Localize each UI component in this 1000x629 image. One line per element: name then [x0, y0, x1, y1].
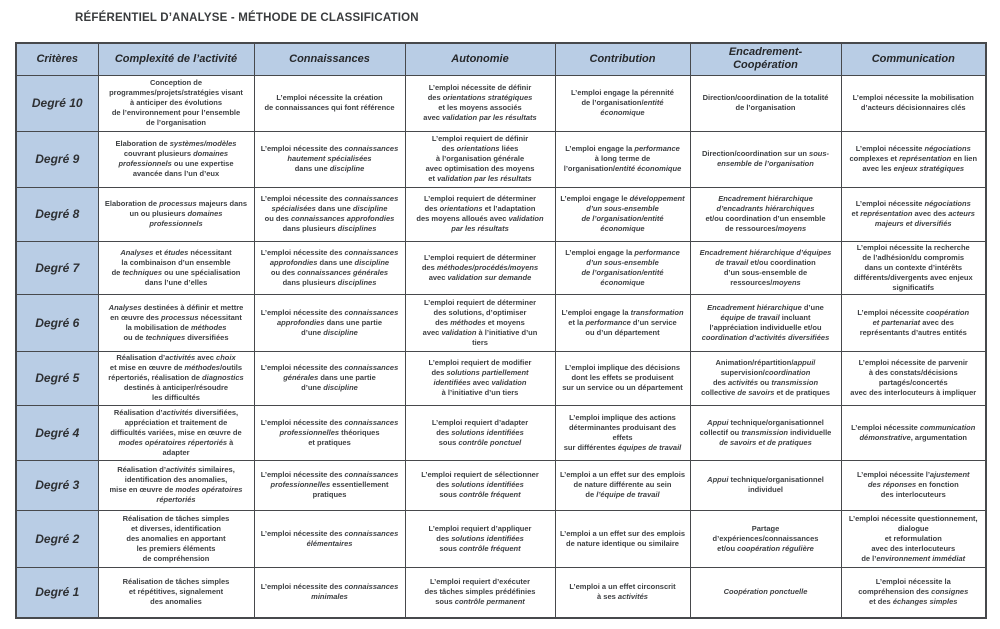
cell-encadrement-cooperation: Encadrement hiérarchique d’encadrants hiérarchiques et/ou coordination d’un ensemble de ressources/moyens	[690, 187, 841, 241]
col-header-autonomie: Autonomie	[405, 43, 555, 75]
cell-communication: L’emploi nécessite négociations et représentation avec des acteurs majeurs et diversifiés	[841, 187, 986, 241]
col-header-criteres: Critères	[16, 43, 98, 75]
cell-complexite: Réalisation de tâches simples et diverses, identification des anomalies en apportant les premiers éléments de compréhension	[98, 510, 254, 567]
table-row	[16, 460, 986, 510]
cell-contribution: L’emploi engage la performance à long terme de l’organisation/entité économique	[555, 131, 690, 187]
cell-encadrement-cooperation: Encadrement hiérarchique d’une équipe de travail incluant l’appréciation individuelle et/ou coordination d’activités diversifiées	[690, 294, 841, 351]
table-row	[16, 187, 986, 241]
cell-communication: L’emploi nécessite la recherche de l’adhésion/du compromis dans un contexte d’intérêts différents/divergents avec enjeux significatifs	[841, 241, 986, 294]
cell-autonomie: L’emploi requiert d’exécuter des tâches simples prédéfinies sous contrôle permanent	[405, 567, 555, 618]
cell-encadrement-cooperation: Partage d’expériences/connaissances et/ou coopération régulière	[690, 510, 841, 567]
cell-connaissances: L’emploi nécessite des connaissances hautement spécialisées dans une discipline	[254, 131, 405, 187]
cell-autonomie: L’emploi requiert de déterminer des solutions, d’optimiser des méthodes et moyens avec validation à l’initiative d’un tiers	[405, 294, 555, 351]
cell-complexite: Réalisation d’activités similaires, identification des anomalies, mise en œuvre de modes opératoires répertoriés	[98, 460, 254, 510]
col-header-communication: Communication	[841, 43, 986, 75]
table-row	[16, 131, 986, 187]
cell-encadrement-cooperation: Coopération ponctuelle	[690, 567, 841, 618]
degree-label: Degré 6	[16, 294, 98, 351]
cell-connaissances: L’emploi nécessite des connaissances élémentaires	[254, 510, 405, 567]
cell-contribution: L’emploi engage la transformation et la performance d’un service ou d’un département	[555, 294, 690, 351]
cell-contribution: L’emploi engage le développement d’un sous-ensemble de l’organisation/entité économique	[555, 187, 690, 241]
cell-complexite: Analyses et études nécessitant la combinaison d’un ensemble de techniques ou une spécialisation dans l’une d’elles	[98, 241, 254, 294]
cell-communication: L’emploi nécessite de parvenir à des constats/décisions partagés/concertés avec des interlocuteurs à impliquer	[841, 351, 986, 405]
cell-contribution: L’emploi engage la pérennité de l’organisation/entité économique	[555, 75, 690, 131]
cell-communication: L’emploi nécessite l’ajustement des réponses en fonction des interlocuteurs	[841, 460, 986, 510]
cell-encadrement-cooperation: Encadrement hiérarchique d’équipes de travail et/ou coordination d’un sous-ensemble de ressources/moyens	[690, 241, 841, 294]
cell-complexite: Analyses destinées à définir et mettre en œuvre des processus nécessitant la mobilisation de méthodes ou de techniques diversifiées	[98, 294, 254, 351]
degree-label: Degré 8	[16, 187, 98, 241]
cell-encadrement-cooperation: Animation/répartition/appui/ supervision/coordination des activités ou transmission collective de savoirs et de pratiques	[690, 351, 841, 405]
cell-autonomie: L’emploi requiert de définir des orientations liées à l’organisation générale avec optimisation des moyens et validation par les résultats	[405, 131, 555, 187]
cell-complexite: Réalisation d’activités diversifiées, appréciation et traitement de difficultés variées, mise en œuvre de modes opératoires répertoriés à adapter	[98, 405, 254, 460]
col-header-complexite: Complexité de l’activité	[98, 43, 254, 75]
cell-complexite: Elaboration de processus majeurs dans un ou plusieurs domaines professionnels	[98, 187, 254, 241]
cell-contribution: L’emploi implique des actions déterminantes produisant des effets sur différentes équipes de travail	[555, 405, 690, 460]
cell-autonomie: L’emploi requiert d’adapter des solutions identifiées sous contrôle ponctuel	[405, 405, 555, 460]
cell-autonomie: L’emploi requiert d’appliquer des solutions identifiées sous contrôle fréquent	[405, 510, 555, 567]
col-header-connaissances: Connaissances	[254, 43, 405, 75]
table-row	[16, 405, 986, 460]
table-row	[16, 567, 986, 618]
degree-label: Degré 1	[16, 567, 98, 618]
cell-complexite: Conception de programmes/projets/stratégies visant à anticiper des évolutions de l’environnement pour l’ensemble de l’organisation	[98, 75, 254, 131]
cell-communication: L’emploi nécessite négociations complexes et représentation en lien avec les enjeux stratégiques	[841, 131, 986, 187]
degree-label: Degré 3	[16, 460, 98, 510]
cell-complexite: Elaboration de systèmes/modèles couvrant plusieurs domaines professionnels ou une expertise avancée dans l’un d’eux	[98, 131, 254, 187]
cell-autonomie: L’emploi requiert de déterminer des orientations et l’adaptation des moyens alloués avec validation par les résultats	[405, 187, 555, 241]
degree-label: Degré 7	[16, 241, 98, 294]
cell-autonomie: L’emploi nécessite de définir des orientations stratégiques et les moyens associés avec validation par les résultats	[405, 75, 555, 131]
cell-connaissances: L’emploi nécessite des connaissances spécialisées dans une discipline ou des connaissances approfondies dans plusieurs disciplines	[254, 187, 405, 241]
cell-autonomie: L’emploi requiert de sélectionner des solutions identifiées sous contrôle fréquent	[405, 460, 555, 510]
classification-table	[15, 42, 987, 619]
table-row	[16, 510, 986, 567]
cell-encadrement-cooperation: Appui technique/organisationnel individuel	[690, 460, 841, 510]
degree-label: Degré 5	[16, 351, 98, 405]
table-row	[16, 75, 986, 131]
degree-label: Degré 10	[16, 75, 98, 131]
table-row	[16, 294, 986, 351]
cell-communication: L’emploi nécessite communication démonstrative, argumentation	[841, 405, 986, 460]
table-row	[16, 351, 986, 405]
col-header-contribution: Contribution	[555, 43, 690, 75]
page-title: RÉFÉRENTIEL D’ANALYSE - MÉTHODE DE CLASSIFICATION	[75, 12, 419, 24]
cell-encadrement-cooperation: Direction/coordination sur un sous- ensemble de l’organisation	[690, 131, 841, 187]
cell-complexite: Réalisation de tâches simples et répétitives, signalement des anomalies	[98, 567, 254, 618]
cell-autonomie: L’emploi requiert de modifier des solutions partiellement identifiées avec validation à l’initiative d’un tiers	[405, 351, 555, 405]
cell-connaissances: L’emploi nécessite des connaissances minimales	[254, 567, 405, 618]
cell-contribution: L’emploi a un effet sur des emplois de nature différente au sein de l’équipe de travail	[555, 460, 690, 510]
cell-communication: L’emploi nécessite la compréhension des consignes et des échanges simples	[841, 567, 986, 618]
cell-connaissances: L’emploi nécessite la création de connaissances qui font référence	[254, 75, 405, 131]
cell-contribution: L’emploi implique des décisions dont les effets se produisent sur un service ou un département	[555, 351, 690, 405]
degree-label: Degré 9	[16, 131, 98, 187]
cell-communication: L’emploi nécessite coopération et partenariat avec des représentants d’autres entités	[841, 294, 986, 351]
degree-label: Degré 4	[16, 405, 98, 460]
cell-contribution: L’emploi a un effet circonscrit à ses activités	[555, 567, 690, 618]
cell-connaissances: L’emploi nécessite des connaissances approfondies dans une discipline ou des connaissances générales dans plusieurs disciplines	[254, 241, 405, 294]
cell-contribution: L’emploi engage la performance d’un sous-ensemble de l’organisation/entité économique	[555, 241, 690, 294]
cell-contribution: L’emploi a un effet sur des emplois de nature identique ou similaire	[555, 510, 690, 567]
cell-connaissances: L’emploi nécessite des connaissances approfondies dans une partie d’une discipline	[254, 294, 405, 351]
cell-encadrement-cooperation: Appui technique/organisationnel collectif ou transmission individuelle de savoirs et de pratiques	[690, 405, 841, 460]
degree-label: Degré 2	[16, 510, 98, 567]
cell-communication: L’emploi nécessite questionnement, dialogue et reformulation avec des interlocuteurs de l’environnement immédiat	[841, 510, 986, 567]
cell-complexite: Réalisation d’activités avec choix et mise en œuvre de méthodes/outils répertoriés, réalisation de diagnostics destinés à anticiper/résoudre les difficultés	[98, 351, 254, 405]
cell-connaissances: L’emploi nécessite des connaissances professionnelles théoriques et pratiques	[254, 405, 405, 460]
cell-autonomie: L’emploi requiert de déterminer des méthodes/procédés/moyens avec validation sur demande	[405, 241, 555, 294]
cell-communication: L’emploi nécessite la mobilisation d’acteurs décisionnaires clés	[841, 75, 986, 131]
cell-connaissances: L’emploi nécessite des connaissances générales dans une partie d’une discipline	[254, 351, 405, 405]
cell-connaissances: L’emploi nécessite des connaissances professionnelles essentiellement pratiques	[254, 460, 405, 510]
table-row	[16, 241, 986, 294]
col-header-encadrement-cooperation: Encadrement- Coopération	[690, 43, 841, 75]
cell-encadrement-cooperation: Direction/coordination de la totalité de l’organisation	[690, 75, 841, 131]
header-row	[16, 43, 986, 75]
